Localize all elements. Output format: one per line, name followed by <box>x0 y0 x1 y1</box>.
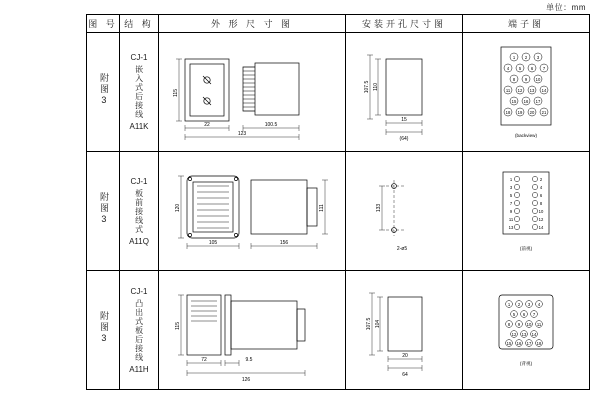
cell-terminal-3 <box>463 271 590 390</box>
structure-code-top: CJ-1 <box>130 53 148 62</box>
terminal-number: 1 <box>512 55 516 60</box>
terminal-number: 1 <box>507 302 511 307</box>
dim-label: 20 <box>402 353 408 359</box>
terminal-number: 12 <box>517 88 523 93</box>
cell-fig-no-2 <box>87 152 120 271</box>
terminal-number: 12 <box>538 217 544 222</box>
structure-desc: 凸出式板后接线 <box>134 298 144 362</box>
dim-label: 120 <box>175 203 181 213</box>
table-row <box>87 33 590 152</box>
structure-desc: 嵌入式后接线 <box>134 65 144 119</box>
cell-mounting-1 <box>346 33 463 152</box>
terminal-number: 6 <box>539 193 543 198</box>
outline-drawing-3 <box>159 271 345 389</box>
cell-terminal-1 <box>463 33 590 152</box>
cell-mounting-2 <box>346 152 463 271</box>
dim-label: 115 <box>175 322 181 330</box>
terminal-view-caption: (backview) <box>515 133 537 138</box>
unit-note: 单位：mm <box>546 3 586 12</box>
terminal-number: 16 <box>516 341 522 346</box>
terminal-number: 8 <box>512 77 516 82</box>
terminal-number: 21 <box>541 110 547 115</box>
terminal-number: 16 <box>523 99 529 104</box>
terminal-number: 7 <box>532 312 536 317</box>
terminal-number: 14 <box>541 88 547 93</box>
header-fig-no: 图 号 <box>87 15 120 33</box>
cell-structure-3 <box>120 271 159 390</box>
terminal-number: 2 <box>517 302 521 307</box>
outline-drawing-1 <box>159 33 345 151</box>
terminal-number: 4 <box>506 66 510 71</box>
header-structure: 结 构 <box>120 15 159 33</box>
structure-code-bottom: A11H <box>129 364 149 374</box>
cell-structure-2 <box>120 152 159 271</box>
terminal-number: 7 <box>509 201 513 206</box>
terminal-view-caption: (前视) <box>519 246 533 251</box>
cell-outline-3 <box>159 271 346 390</box>
terminal-number: 2 <box>539 177 543 182</box>
terminal-number: 11 <box>508 217 514 222</box>
terminal-number: 10 <box>526 322 532 327</box>
dim-label: 123 <box>237 131 247 137</box>
terminal-number: 11 <box>505 88 511 93</box>
terminal-number: 9 <box>517 322 521 327</box>
cell-outline-1 <box>159 33 346 152</box>
terminal-number: 7 <box>542 66 546 71</box>
cell-fig-no-3 <box>87 271 120 390</box>
dim-label: 107.5 <box>366 317 372 331</box>
terminal-number: 1 <box>509 177 513 182</box>
terminal-number: 14 <box>531 332 537 337</box>
dim-label: 104 <box>375 319 381 329</box>
terminal-drawing-2 <box>463 152 589 270</box>
mounting-drawing-1 <box>346 33 462 151</box>
structure-desc: 板前接线式 <box>134 188 144 234</box>
terminal-number: 2 <box>524 55 528 60</box>
terminal-number: 10 <box>535 77 541 82</box>
terminal-number: 8 <box>507 322 511 327</box>
terminal-number: 3 <box>527 302 531 307</box>
dim-label: 22 <box>204 122 210 128</box>
terminal-number: 13 <box>529 88 535 93</box>
terminal-number: 17 <box>526 341 532 346</box>
terminal-number: 15 <box>511 99 517 104</box>
mounting-drawing-2 <box>346 152 462 270</box>
header-mounting: 安装开孔尺寸图 <box>346 15 463 33</box>
header-terminal: 端子图 <box>463 15 590 33</box>
dim-label: 72 <box>201 357 207 363</box>
outline-drawing-2 <box>159 152 345 270</box>
cell-terminal-2 <box>463 152 590 271</box>
dim-label: 2-ø5 <box>396 246 408 252</box>
fig-no-label: 附图3 <box>98 191 109 226</box>
dim-label: 126 <box>241 377 251 383</box>
cell-structure-1 <box>120 33 159 152</box>
terminal-number: 9 <box>509 209 513 214</box>
terminal-number: 14 <box>538 225 544 230</box>
table-row <box>87 152 590 271</box>
dim-label: 115 <box>173 89 179 97</box>
terminal-number: 18 <box>536 341 542 346</box>
terminal-number: 8 <box>539 201 543 206</box>
cell-fig-no-1 <box>87 33 120 152</box>
structure-code-top: CJ-1 <box>130 176 148 186</box>
specification-table <box>86 14 590 390</box>
dim-label: 15 <box>401 117 407 123</box>
terminal-number: 13 <box>508 225 514 230</box>
terminal-number: 17 <box>535 99 541 104</box>
cell-outline-2 <box>159 152 346 271</box>
terminal-number: 3 <box>536 55 540 60</box>
terminal-number: 4 <box>539 185 543 190</box>
dim-label: 105 <box>208 240 218 246</box>
dim-label: 9.5 <box>245 357 253 363</box>
cell-mounting-3 <box>346 271 463 390</box>
terminal-number: 6 <box>522 312 526 317</box>
header-outline: 外 形 尺 寸 图 <box>159 15 346 33</box>
fig-no-label: 附图3 <box>98 310 109 345</box>
terminal-number: 15 <box>506 341 512 346</box>
dim-label: 100.5 <box>264 122 278 128</box>
terminal-number: 5 <box>509 193 513 198</box>
terminal-number: 6 <box>530 66 534 71</box>
terminal-number: 9 <box>524 77 528 82</box>
terminal-number: 10 <box>538 209 544 214</box>
table-row <box>87 271 590 390</box>
dim-label: 110 <box>373 83 379 91</box>
table-header-row <box>87 15 590 33</box>
dim-label: 107.5 <box>364 80 370 94</box>
dim-label: 111 <box>319 204 325 212</box>
terminal-number: 13 <box>521 332 527 337</box>
terminal-number: 5 <box>512 312 516 317</box>
dim-label: 64 <box>402 372 408 378</box>
fig-no-label: 附图3 <box>98 72 109 107</box>
terminal-number: 5 <box>518 66 522 71</box>
mounting-drawing-3 <box>346 271 462 389</box>
structure-code-bottom: A11Q <box>129 236 149 246</box>
terminal-number: 4 <box>537 302 541 307</box>
terminal-number: 12 <box>511 332 517 337</box>
terminal-drawing-1 <box>463 33 589 151</box>
structure-code-top: CJ-1 <box>130 286 148 296</box>
terminal-number: 3 <box>509 185 513 190</box>
dim-label: (64) <box>399 136 409 142</box>
dim-label: 133 <box>376 203 382 213</box>
dim-label: 156 <box>279 240 289 246</box>
terminal-number: 11 <box>536 322 542 327</box>
terminal-drawing-3 <box>463 271 589 389</box>
terminal-number: 18 <box>505 110 511 115</box>
terminal-number: 20 <box>529 110 535 115</box>
terminal-view-caption: (背视) <box>519 361 533 366</box>
terminal-number: 19 <box>517 110 523 115</box>
structure-code-bottom: A11K <box>129 122 149 131</box>
